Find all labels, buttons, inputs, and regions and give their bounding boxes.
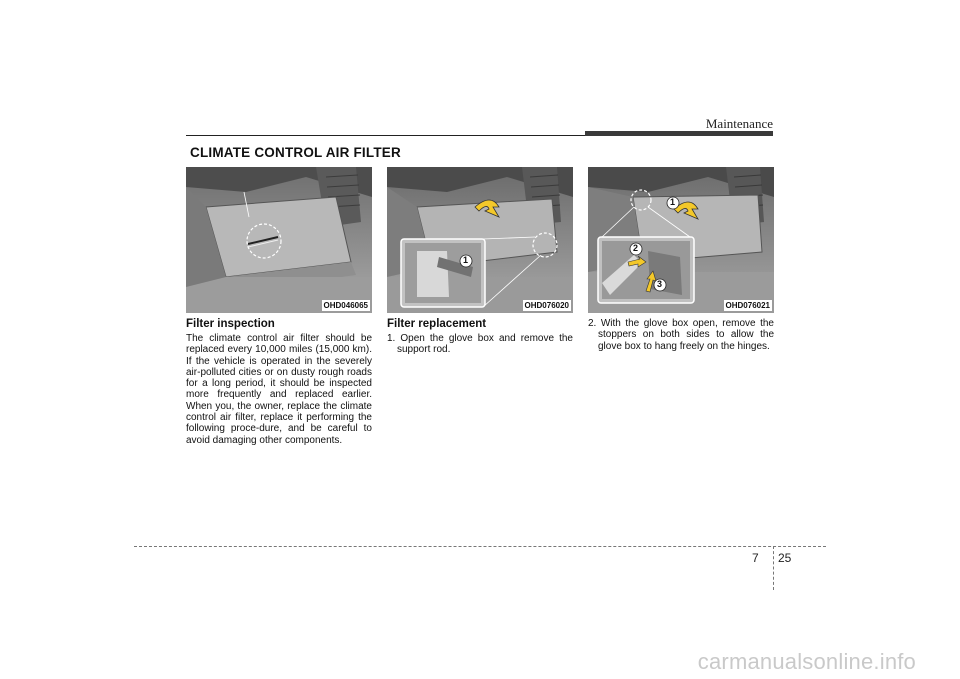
glove-box-illustration: [186, 167, 372, 313]
page-number: 25: [778, 551, 792, 565]
filter-inspection-section: [186, 318, 372, 446]
section-title: Maintenance: [705, 116, 773, 131]
watermark: carmanualsonline.info: [697, 649, 916, 674]
figure-filter-replacement-step2: [588, 167, 774, 313]
figure-filter-inspection: [186, 167, 372, 313]
glove-box-support-rod-illustration: [387, 167, 573, 313]
filter-inspection-title: Filter inspection: [186, 318, 275, 330]
footer-rule: [134, 546, 826, 547]
figure-filter-replacement-step1: [387, 167, 573, 313]
filter-replacement-section: [387, 318, 573, 356]
filter-inspection-body: The climate control air filter should be replaced every 10,000 miles (15,000 km). If the vehicle is operated in the severely air-polluted cities or on dusty rough roads for a long period, it should be inspected more frequently and replaced earlier. When you, the owner, replace the climate control air filter, replace it performing the following proce-dure, and be careful to avoid damaging other components.: [186, 333, 372, 446]
page-heading: CLIMATE CONTROL AIR FILTER: [190, 145, 401, 160]
callout-number: 3: [657, 279, 663, 289]
figure-code: OHD046065: [323, 301, 368, 310]
figure-code: OHD076020: [524, 301, 569, 310]
callout-number: 1: [670, 197, 676, 207]
header-accent-bar: [585, 131, 773, 136]
replacement-step-2-section: [588, 318, 774, 352]
glove-box-stoppers-illustration: [588, 167, 774, 313]
callout-number: 1: [463, 255, 469, 265]
figure-code: OHD076021: [725, 301, 770, 310]
replacement-step-2: 2. With the glove box open, remove the stoppers on both sides to allow the glove box to hang freely on the hinges.: [588, 318, 774, 352]
replacement-step-1: 1. Open the glove box and remove the support rod.: [387, 333, 573, 356]
callout-number: 2: [633, 243, 639, 253]
chapter-number: 7: [752, 551, 759, 565]
page-divider: [773, 546, 774, 590]
filter-replacement-title: Filter replacement: [387, 318, 487, 330]
